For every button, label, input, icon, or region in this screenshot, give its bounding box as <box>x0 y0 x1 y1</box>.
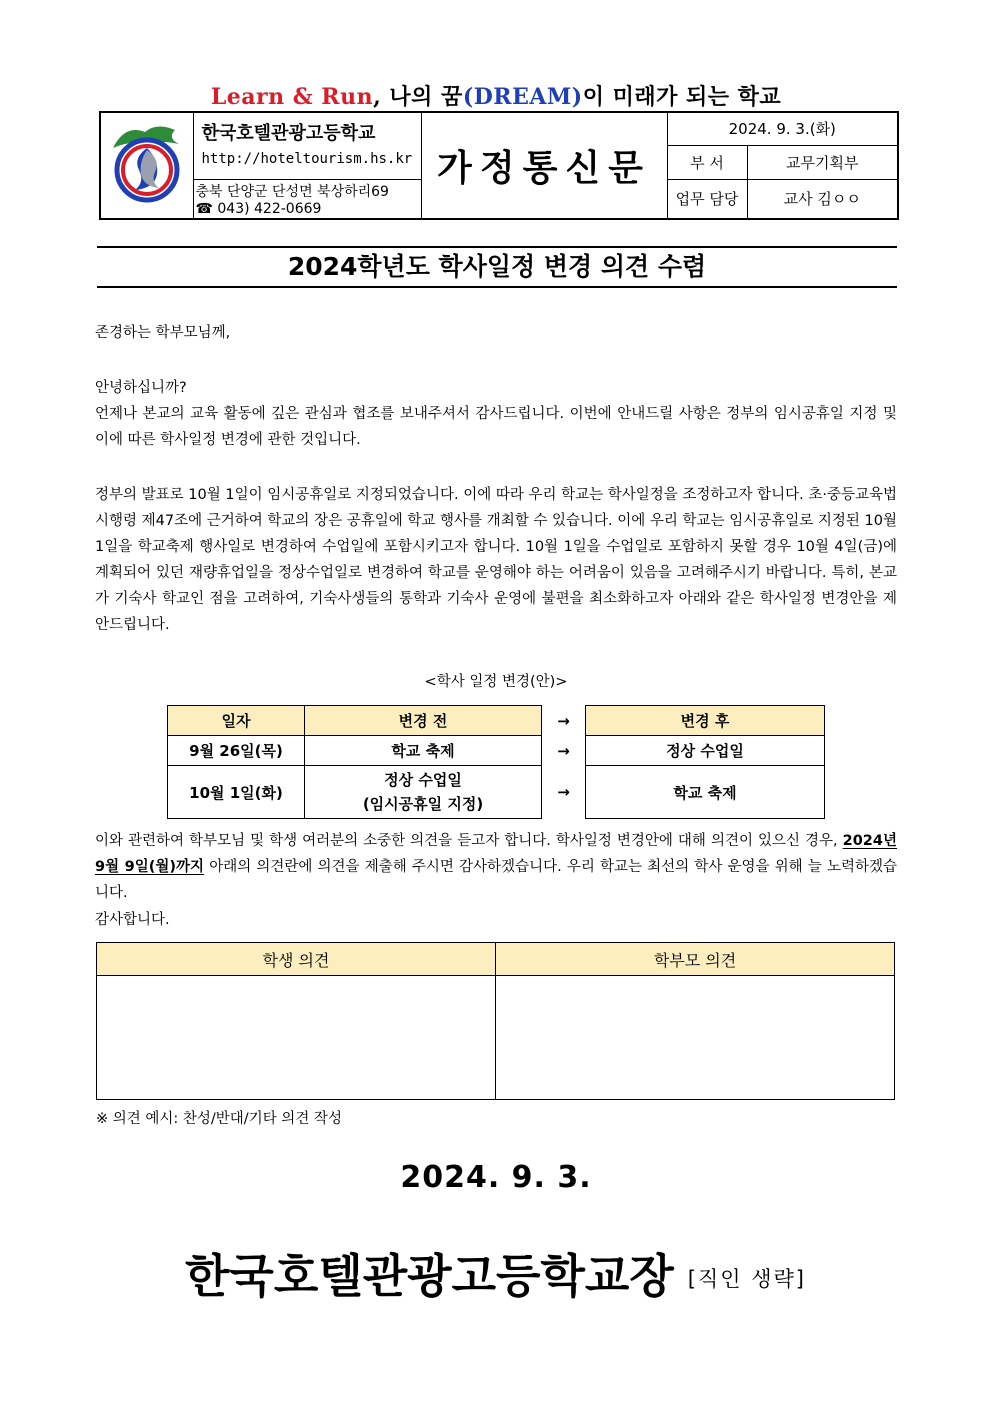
slogan-learn-run: Learn & Run <box>210 84 374 110</box>
seal-omitted: [직인 생략] <box>687 1267 807 1291</box>
school-name: 한국호텔관광고등학교 <box>201 123 376 144</box>
table-row <box>168 766 825 819</box>
row2-after: 학교 축제 <box>586 766 825 819</box>
slogan-my-dream: , 나의 꿈 <box>373 84 463 110</box>
student-opinion-box[interactable] <box>97 976 496 1100</box>
parent-opinion-box[interactable] <box>496 976 895 1100</box>
greeting: 존경하는 학부모님께, <box>95 325 231 341</box>
paper-title: 가정통신문 <box>421 112 667 219</box>
row2-arrow: → <box>557 783 570 801</box>
school-logo <box>100 112 193 219</box>
table-row <box>168 736 825 766</box>
dept-label: 부 서 <box>667 145 747 179</box>
manager-value: 교사 김ㅇㅇ <box>747 179 898 219</box>
deadline: 2024년 9월 9일(월)까지 <box>95 833 897 875</box>
request-paragraph <box>95 828 897 906</box>
row2-before-cell <box>305 766 542 819</box>
request-text-a: 이와 관련하여 학부모님 및 학생 여러분의 소중한 의견을 듣고자 합니다. 학사일정 변경안에 대해 의견이 있으신 경우, <box>95 833 843 849</box>
row1-date: 9월 26일(목) <box>168 736 305 766</box>
col-date-header: 일자 <box>168 706 305 736</box>
school-name-cell <box>193 112 421 145</box>
student-opinion-header: 학생 의견 <box>97 943 496 976</box>
arrow-header: → <box>557 711 570 730</box>
issue-date-header: 2024. 9. 3.(화) <box>667 112 898 145</box>
request-text-b: 아래의 의견란에 의견을 제출해 주시면 감사하겠습니다. 우리 학교는 최선의 학사 운영을 위해 늘 노력하겠습니다. <box>95 859 897 901</box>
opinion-example-note: ※ 의견 예시: 찬성/반대/기타 의견 작성 <box>96 1111 342 1127</box>
school-address: 충북 단양군 단성면 북상하리69 <box>195 183 389 200</box>
hello-line: 안녕하십니까? <box>95 380 187 396</box>
intro-text: 언제나 본교의 교육 활동에 깊은 관심과 협조를 보내주셔서 감사드립니다. 이번에 안내드릴 사항은 정부의 임시공휴일 지정 및 이에 따른 학사일정 변경에 관한 것입니다. <box>95 406 897 448</box>
row2-before: 정상 수업일 <box>384 771 462 789</box>
thanks: 감사합니다. <box>95 912 170 928</box>
school-address-cell <box>193 179 421 219</box>
dept-value: 교무기획부 <box>747 145 898 179</box>
slogan-dream: (DREAM) <box>462 84 583 110</box>
slogan <box>0 80 992 111</box>
col-after-header: 변경 후 <box>586 706 825 736</box>
document-title: 2024학년도 학사일정 변경 의견 수렴 <box>97 246 897 288</box>
issue-date: 2024. 9. 3. <box>400 1160 592 1195</box>
slogan-future: 이 미래가 되는 학교 <box>582 84 782 110</box>
col-before-header: 변경 전 <box>305 706 542 736</box>
school-phone: ☎ 043) 422-0669 <box>195 200 322 217</box>
row1-after: 정상 수업일 <box>586 736 825 766</box>
school-emblem-icon <box>105 118 189 208</box>
schedule-table <box>167 705 825 819</box>
newsletter-header <box>99 111 899 220</box>
row1-before: 학교 축제 <box>305 736 542 766</box>
parent-opinion-header: 학부모 의견 <box>496 943 895 976</box>
row2-date: 10월 1일(화) <box>168 766 305 819</box>
schedule-caption: <학사 일정 변경(안)> <box>424 674 568 690</box>
opinion-table <box>96 942 895 1100</box>
intro-paragraph <box>95 375 897 453</box>
school-url: http://hoteltourism.hs.kr <box>201 150 413 167</box>
school-url-cell <box>193 145 421 179</box>
principal-signature <box>185 1240 806 1306</box>
manager-label: 업무 담당 <box>667 179 747 219</box>
row2-before-note: (임시공휴일 지정) <box>362 795 484 813</box>
principal-title: 한국호텔관광고등학교장 <box>185 1249 674 1303</box>
announcement-paragraph: 정부의 발표로 10월 1일이 임시공휴일로 지정되었습니다. 이에 따라 우리 학교는 학사일정을 조정하고자 합니다. 초·중등교육법 시행령 제47조에 근거하여 학교의 장은 공휴일에 학교 행사를 개최할 수 있습니다. 이에 우리 학교는 임시공휴일로 지정된 10월 1일을 학교축제 행사일로 변경하여 수업일에 포함시키고자 합니다. 10월 1일을 수업일로 포함하지 못할 경우 10월 4일(금)에 계획되어 있던 재량휴업일을 정상수업일로 변경하여 학교를 운영해야 하는 어려움이 있음을 고려해주시기 바랍니다. 특히, 본교가 기숙사 학교인 점을 고려하여, 기숙사생들의 통학과 기숙사 운영에 불편을 최소화하고자 아래와 같은 학사일정 변경안을 제안드립니다. <box>95 487 897 633</box>
row1-arrow: → <box>557 741 570 760</box>
